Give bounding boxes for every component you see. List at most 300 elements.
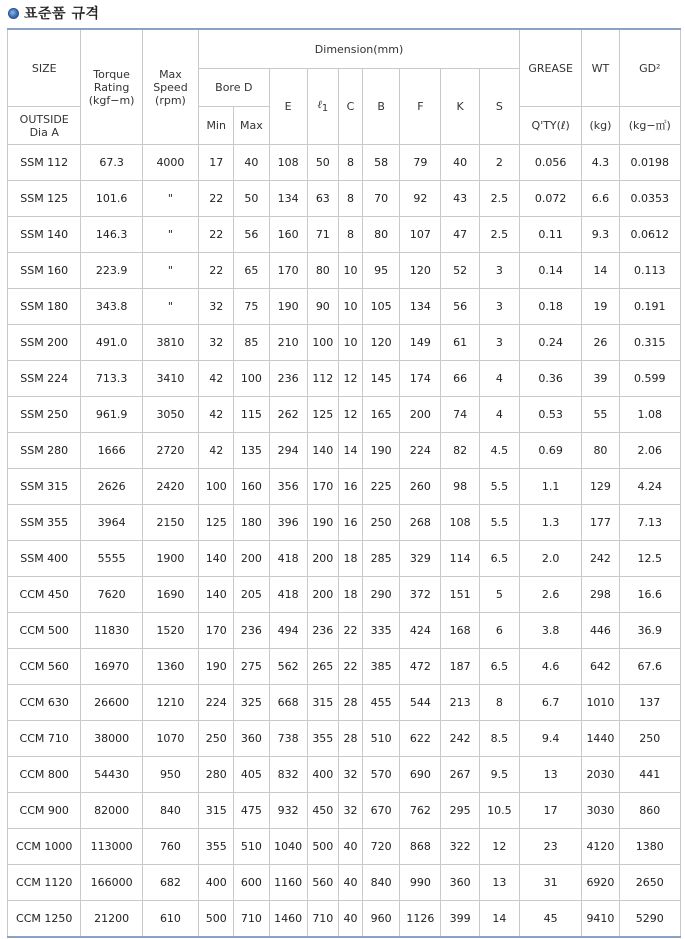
cell-grease-qty: 0.11 xyxy=(519,217,581,253)
cell-e: 418 xyxy=(269,541,307,577)
cell-size: SSM 112 xyxy=(8,145,81,181)
cell-c: 14 xyxy=(338,433,362,469)
cell-k: 151 xyxy=(441,577,479,613)
cell-k: 66 xyxy=(441,361,479,397)
header-size: SIZE xyxy=(8,29,81,107)
cell-size: CCM 710 xyxy=(8,721,81,757)
cell-e: 832 xyxy=(269,757,307,793)
cell-l1: 355 xyxy=(307,721,338,757)
cell-l1: 710 xyxy=(307,901,338,938)
cell-max-speed: 840 xyxy=(142,793,198,829)
cell-c: 18 xyxy=(338,577,362,613)
cell-max-speed: 2720 xyxy=(142,433,198,469)
cell-l1: 400 xyxy=(307,757,338,793)
cell-bore-min: 100 xyxy=(199,469,234,505)
cell-b: 670 xyxy=(363,793,400,829)
cell-k: 295 xyxy=(441,793,479,829)
cell-k: 242 xyxy=(441,721,479,757)
bullet-icon xyxy=(8,8,19,19)
cell-bore-max: 236 xyxy=(234,613,269,649)
header-b: B xyxy=(363,69,400,145)
cell-b: 570 xyxy=(363,757,400,793)
header-wt: WT xyxy=(582,29,619,107)
cell-s: 12 xyxy=(479,829,519,865)
cell-torque: 2626 xyxy=(81,469,142,505)
cell-f: 472 xyxy=(400,649,441,685)
cell-gd: 36.9 xyxy=(619,613,680,649)
cell-max-speed: 1070 xyxy=(142,721,198,757)
cell-torque: 21200 xyxy=(81,901,142,938)
cell-c: 32 xyxy=(338,757,362,793)
cell-f: 134 xyxy=(400,289,441,325)
header-bore-min: Min xyxy=(199,107,234,145)
cell-bore-max: 510 xyxy=(234,829,269,865)
cell-size: SSM 315 xyxy=(8,469,81,505)
cell-grease-qty: 23 xyxy=(519,829,581,865)
cell-f: 544 xyxy=(400,685,441,721)
cell-e: 562 xyxy=(269,649,307,685)
cell-l1: 265 xyxy=(307,649,338,685)
table-row xyxy=(8,325,681,361)
cell-k: 74 xyxy=(441,397,479,433)
cell-torque: 343.8 xyxy=(81,289,142,325)
cell-wt: 1440 xyxy=(582,721,619,757)
cell-wt: 9410 xyxy=(582,901,619,938)
cell-s: 3 xyxy=(479,253,519,289)
cell-gd: 0.191 xyxy=(619,289,680,325)
cell-k: 98 xyxy=(441,469,479,505)
cell-s: 4 xyxy=(479,361,519,397)
cell-bore-max: 160 xyxy=(234,469,269,505)
cell-size: CCM 560 xyxy=(8,649,81,685)
cell-size: SSM 224 xyxy=(8,361,81,397)
cell-gd: 0.0353 xyxy=(619,181,680,217)
cell-bore-min: 400 xyxy=(199,865,234,901)
cell-f: 149 xyxy=(400,325,441,361)
cell-b: 120 xyxy=(363,325,400,361)
cell-wt: 55 xyxy=(582,397,619,433)
cell-bore-max: 325 xyxy=(234,685,269,721)
header-k: K xyxy=(441,69,479,145)
cell-torque: 26600 xyxy=(81,685,142,721)
cell-e: 738 xyxy=(269,721,307,757)
cell-s: 13 xyxy=(479,865,519,901)
table-row xyxy=(8,505,681,541)
cell-bore-max: 405 xyxy=(234,757,269,793)
cell-gd: 2650 xyxy=(619,865,680,901)
cell-wt: 3030 xyxy=(582,793,619,829)
cell-gd: 2.06 xyxy=(619,433,680,469)
cell-max-speed: 1210 xyxy=(142,685,198,721)
cell-grease-qty: 4.6 xyxy=(519,649,581,685)
cell-l1: 80 xyxy=(307,253,338,289)
cell-l1: 112 xyxy=(307,361,338,397)
cell-f: 329 xyxy=(400,541,441,577)
cell-l1: 500 xyxy=(307,829,338,865)
cell-c: 16 xyxy=(338,469,362,505)
cell-bore-min: 224 xyxy=(199,685,234,721)
cell-b: 335 xyxy=(363,613,400,649)
cell-c: 12 xyxy=(338,361,362,397)
cell-gd: 1.08 xyxy=(619,397,680,433)
cell-max-speed: 3410 xyxy=(142,361,198,397)
cell-c: 10 xyxy=(338,253,362,289)
cell-b: 250 xyxy=(363,505,400,541)
cell-bore-max: 65 xyxy=(234,253,269,289)
cell-torque: 5555 xyxy=(81,541,142,577)
cell-grease-qty: 0.24 xyxy=(519,325,581,361)
cell-bore-max: 275 xyxy=(234,649,269,685)
cell-f: 107 xyxy=(400,217,441,253)
cell-s: 4 xyxy=(479,397,519,433)
cell-f: 424 xyxy=(400,613,441,649)
cell-l1: 315 xyxy=(307,685,338,721)
cell-wt: 39 xyxy=(582,361,619,397)
cell-b: 145 xyxy=(363,361,400,397)
cell-bore-max: 115 xyxy=(234,397,269,433)
cell-size: SSM 125 xyxy=(8,181,81,217)
cell-b: 70 xyxy=(363,181,400,217)
cell-e: 418 xyxy=(269,577,307,613)
cell-gd: 441 xyxy=(619,757,680,793)
cell-torque: 491.0 xyxy=(81,325,142,361)
cell-e: 190 xyxy=(269,289,307,325)
cell-size: SSM 180 xyxy=(8,289,81,325)
cell-s: 2.5 xyxy=(479,181,519,217)
cell-c: 10 xyxy=(338,289,362,325)
cell-grease-qty: 17 xyxy=(519,793,581,829)
cell-e: 396 xyxy=(269,505,307,541)
cell-gd: 860 xyxy=(619,793,680,829)
cell-s: 5.5 xyxy=(479,505,519,541)
cell-k: 187 xyxy=(441,649,479,685)
cell-l1: 190 xyxy=(307,505,338,541)
cell-bore-min: 32 xyxy=(199,325,234,361)
cell-gd: 0.599 xyxy=(619,361,680,397)
cell-s: 2.5 xyxy=(479,217,519,253)
cell-max-speed: " xyxy=(142,253,198,289)
cell-l1: 90 xyxy=(307,289,338,325)
cell-c: 18 xyxy=(338,541,362,577)
cell-l1: 170 xyxy=(307,469,338,505)
cell-k: 360 xyxy=(441,865,479,901)
cell-max-speed: " xyxy=(142,289,198,325)
cell-c: 28 xyxy=(338,685,362,721)
cell-size: CCM 630 xyxy=(8,685,81,721)
cell-bore-min: 17 xyxy=(199,145,234,181)
cell-f: 690 xyxy=(400,757,441,793)
cell-e: 262 xyxy=(269,397,307,433)
cell-l1: 200 xyxy=(307,577,338,613)
table-row xyxy=(8,541,681,577)
cell-k: 56 xyxy=(441,289,479,325)
cell-l1: 236 xyxy=(307,613,338,649)
cell-size: SSM 200 xyxy=(8,325,81,361)
header-max-speed: Max Speed (rpm) xyxy=(142,29,198,145)
cell-s: 8.5 xyxy=(479,721,519,757)
cell-max-speed: 1360 xyxy=(142,649,198,685)
cell-e: 494 xyxy=(269,613,307,649)
table-row xyxy=(8,721,681,757)
cell-max-speed: 2420 xyxy=(142,469,198,505)
cell-wt: 26 xyxy=(582,325,619,361)
cell-max-speed: 610 xyxy=(142,901,198,938)
table-row xyxy=(8,829,681,865)
cell-bore-min: 125 xyxy=(199,505,234,541)
standard-spec-table xyxy=(7,28,681,938)
cell-e: 1040 xyxy=(269,829,307,865)
cell-s: 5.5 xyxy=(479,469,519,505)
cell-e: 1160 xyxy=(269,865,307,901)
cell-k: 114 xyxy=(441,541,479,577)
cell-grease-qty: 9.4 xyxy=(519,721,581,757)
cell-torque: 3964 xyxy=(81,505,142,541)
cell-gd: 7.13 xyxy=(619,505,680,541)
cell-e: 668 xyxy=(269,685,307,721)
cell-gd: 0.0612 xyxy=(619,217,680,253)
cell-bore-max: 56 xyxy=(234,217,269,253)
cell-max-speed: 950 xyxy=(142,757,198,793)
cell-k: 52 xyxy=(441,253,479,289)
cell-b: 960 xyxy=(363,901,400,938)
cell-max-speed: 1690 xyxy=(142,577,198,613)
cell-gd: 4.24 xyxy=(619,469,680,505)
cell-torque: 146.3 xyxy=(81,217,142,253)
cell-s: 10.5 xyxy=(479,793,519,829)
cell-size: SSM 400 xyxy=(8,541,81,577)
cell-f: 260 xyxy=(400,469,441,505)
cell-size: CCM 500 xyxy=(8,613,81,649)
cell-grease-qty: 1.1 xyxy=(519,469,581,505)
cell-bore-min: 140 xyxy=(199,541,234,577)
cell-bore-min: 32 xyxy=(199,289,234,325)
cell-e: 134 xyxy=(269,181,307,217)
cell-b: 95 xyxy=(363,253,400,289)
cell-wt: 642 xyxy=(582,649,619,685)
cell-max-speed: 4000 xyxy=(142,145,198,181)
cell-wt: 446 xyxy=(582,613,619,649)
cell-f: 268 xyxy=(400,505,441,541)
cell-l1: 560 xyxy=(307,865,338,901)
cell-e: 356 xyxy=(269,469,307,505)
cell-max-speed: 1900 xyxy=(142,541,198,577)
cell-size: CCM 800 xyxy=(8,757,81,793)
cell-c: 40 xyxy=(338,865,362,901)
cell-max-speed: 2150 xyxy=(142,505,198,541)
cell-torque: 38000 xyxy=(81,721,142,757)
table-row xyxy=(8,361,681,397)
table-row xyxy=(8,289,681,325)
cell-f: 224 xyxy=(400,433,441,469)
table-row xyxy=(8,577,681,613)
cell-bore-max: 135 xyxy=(234,433,269,469)
cell-bore-max: 360 xyxy=(234,721,269,757)
cell-b: 720 xyxy=(363,829,400,865)
cell-k: 47 xyxy=(441,217,479,253)
cell-c: 8 xyxy=(338,217,362,253)
cell-max-speed: 3810 xyxy=(142,325,198,361)
cell-wt: 242 xyxy=(582,541,619,577)
cell-grease-qty: 2.6 xyxy=(519,577,581,613)
header-grease-qty: Q'TY(ℓ) xyxy=(519,107,581,145)
cell-k: 61 xyxy=(441,325,479,361)
cell-grease-qty: 0.36 xyxy=(519,361,581,397)
cell-c: 28 xyxy=(338,721,362,757)
table-row xyxy=(8,253,681,289)
cell-gd: 67.6 xyxy=(619,649,680,685)
cell-max-speed: 682 xyxy=(142,865,198,901)
cell-wt: 129 xyxy=(582,469,619,505)
cell-f: 1126 xyxy=(400,901,441,938)
cell-s: 14 xyxy=(479,901,519,938)
cell-grease-qty: 45 xyxy=(519,901,581,938)
table-row xyxy=(8,793,681,829)
cell-size: CCM 1000 xyxy=(8,829,81,865)
cell-c: 16 xyxy=(338,505,362,541)
cell-gd: 16.6 xyxy=(619,577,680,613)
cell-c: 8 xyxy=(338,145,362,181)
cell-torque: 16970 xyxy=(81,649,142,685)
cell-e: 1460 xyxy=(269,901,307,938)
table-row xyxy=(8,433,681,469)
header-gd-unit: (kg−㎡) xyxy=(619,107,680,145)
cell-l1: 200 xyxy=(307,541,338,577)
cell-k: 108 xyxy=(441,505,479,541)
cell-gd: 0.315 xyxy=(619,325,680,361)
cell-wt: 2030 xyxy=(582,757,619,793)
cell-torque: 713.3 xyxy=(81,361,142,397)
cell-wt: 4.3 xyxy=(582,145,619,181)
header-f: F xyxy=(400,69,441,145)
cell-wt: 14 xyxy=(582,253,619,289)
cell-grease-qty: 0.18 xyxy=(519,289,581,325)
cell-k: 40 xyxy=(441,145,479,181)
cell-gd: 0.113 xyxy=(619,253,680,289)
cell-l1: 71 xyxy=(307,217,338,253)
cell-b: 105 xyxy=(363,289,400,325)
cell-l1: 100 xyxy=(307,325,338,361)
cell-wt: 177 xyxy=(582,505,619,541)
cell-f: 79 xyxy=(400,145,441,181)
cell-bore-max: 85 xyxy=(234,325,269,361)
cell-k: 82 xyxy=(441,433,479,469)
cell-bore-min: 22 xyxy=(199,217,234,253)
cell-gd: 5290 xyxy=(619,901,680,938)
cell-s: 6 xyxy=(479,613,519,649)
cell-bore-min: 22 xyxy=(199,253,234,289)
table-row xyxy=(8,397,681,433)
cell-size: SSM 280 xyxy=(8,433,81,469)
cell-gd: 0.0198 xyxy=(619,145,680,181)
cell-s: 3 xyxy=(479,289,519,325)
header-c: C xyxy=(338,69,362,145)
table-row xyxy=(8,145,681,181)
cell-torque: 54430 xyxy=(81,757,142,793)
cell-grease-qty: 13 xyxy=(519,757,581,793)
table-body xyxy=(8,145,681,938)
cell-bore-max: 180 xyxy=(234,505,269,541)
cell-size: CCM 1120 xyxy=(8,865,81,901)
cell-wt: 9.3 xyxy=(582,217,619,253)
section-title-bar xyxy=(8,3,100,23)
cell-b: 290 xyxy=(363,577,400,613)
cell-e: 160 xyxy=(269,217,307,253)
cell-wt: 6920 xyxy=(582,865,619,901)
cell-gd: 1380 xyxy=(619,829,680,865)
cell-k: 43 xyxy=(441,181,479,217)
cell-e: 170 xyxy=(269,253,307,289)
cell-max-speed: 3050 xyxy=(142,397,198,433)
cell-f: 372 xyxy=(400,577,441,613)
cell-c: 32 xyxy=(338,793,362,829)
cell-bore-max: 40 xyxy=(234,145,269,181)
cell-s: 9.5 xyxy=(479,757,519,793)
cell-k: 168 xyxy=(441,613,479,649)
cell-torque: 1666 xyxy=(81,433,142,469)
cell-size: SSM 250 xyxy=(8,397,81,433)
cell-max-speed: 760 xyxy=(142,829,198,865)
cell-f: 174 xyxy=(400,361,441,397)
table-row xyxy=(8,469,681,505)
cell-b: 58 xyxy=(363,145,400,181)
cell-l1: 50 xyxy=(307,145,338,181)
header-wt-unit: (kg) xyxy=(582,107,619,145)
cell-l1: 140 xyxy=(307,433,338,469)
cell-size: CCM 1250 xyxy=(8,901,81,938)
cell-gd: 250 xyxy=(619,721,680,757)
cell-k: 267 xyxy=(441,757,479,793)
cell-f: 868 xyxy=(400,829,441,865)
cell-bore-min: 280 xyxy=(199,757,234,793)
cell-bore-min: 500 xyxy=(199,901,234,938)
cell-b: 455 xyxy=(363,685,400,721)
cell-wt: 6.6 xyxy=(582,181,619,217)
cell-bore-max: 600 xyxy=(234,865,269,901)
cell-grease-qty: 31 xyxy=(519,865,581,901)
cell-size: SSM 140 xyxy=(8,217,81,253)
cell-bore-min: 355 xyxy=(199,829,234,865)
header-e: E xyxy=(269,69,307,145)
cell-s: 6.5 xyxy=(479,541,519,577)
cell-l1: 63 xyxy=(307,181,338,217)
cell-torque: 7620 xyxy=(81,577,142,613)
table-row xyxy=(8,613,681,649)
cell-wt: 4120 xyxy=(582,829,619,865)
cell-size: SSM 355 xyxy=(8,505,81,541)
table-row xyxy=(8,181,681,217)
cell-e: 294 xyxy=(269,433,307,469)
cell-e: 210 xyxy=(269,325,307,361)
cell-b: 165 xyxy=(363,397,400,433)
cell-bore-max: 205 xyxy=(234,577,269,613)
cell-l1: 450 xyxy=(307,793,338,829)
cell-k: 322 xyxy=(441,829,479,865)
header-torque: Torque Rating (kgf−m) xyxy=(81,29,142,145)
table-row xyxy=(8,757,681,793)
header-l1: ℓ$_1$ xyxy=(307,69,338,145)
cell-f: 990 xyxy=(400,865,441,901)
cell-gd: 137 xyxy=(619,685,680,721)
cell-bore-max: 50 xyxy=(234,181,269,217)
cell-s: 8 xyxy=(479,685,519,721)
cell-bore-min: 42 xyxy=(199,433,234,469)
cell-s: 6.5 xyxy=(479,649,519,685)
cell-l1: 125 xyxy=(307,397,338,433)
table-row xyxy=(8,865,681,901)
cell-wt: 298 xyxy=(582,577,619,613)
cell-wt: 1010 xyxy=(582,685,619,721)
cell-torque: 113000 xyxy=(81,829,142,865)
